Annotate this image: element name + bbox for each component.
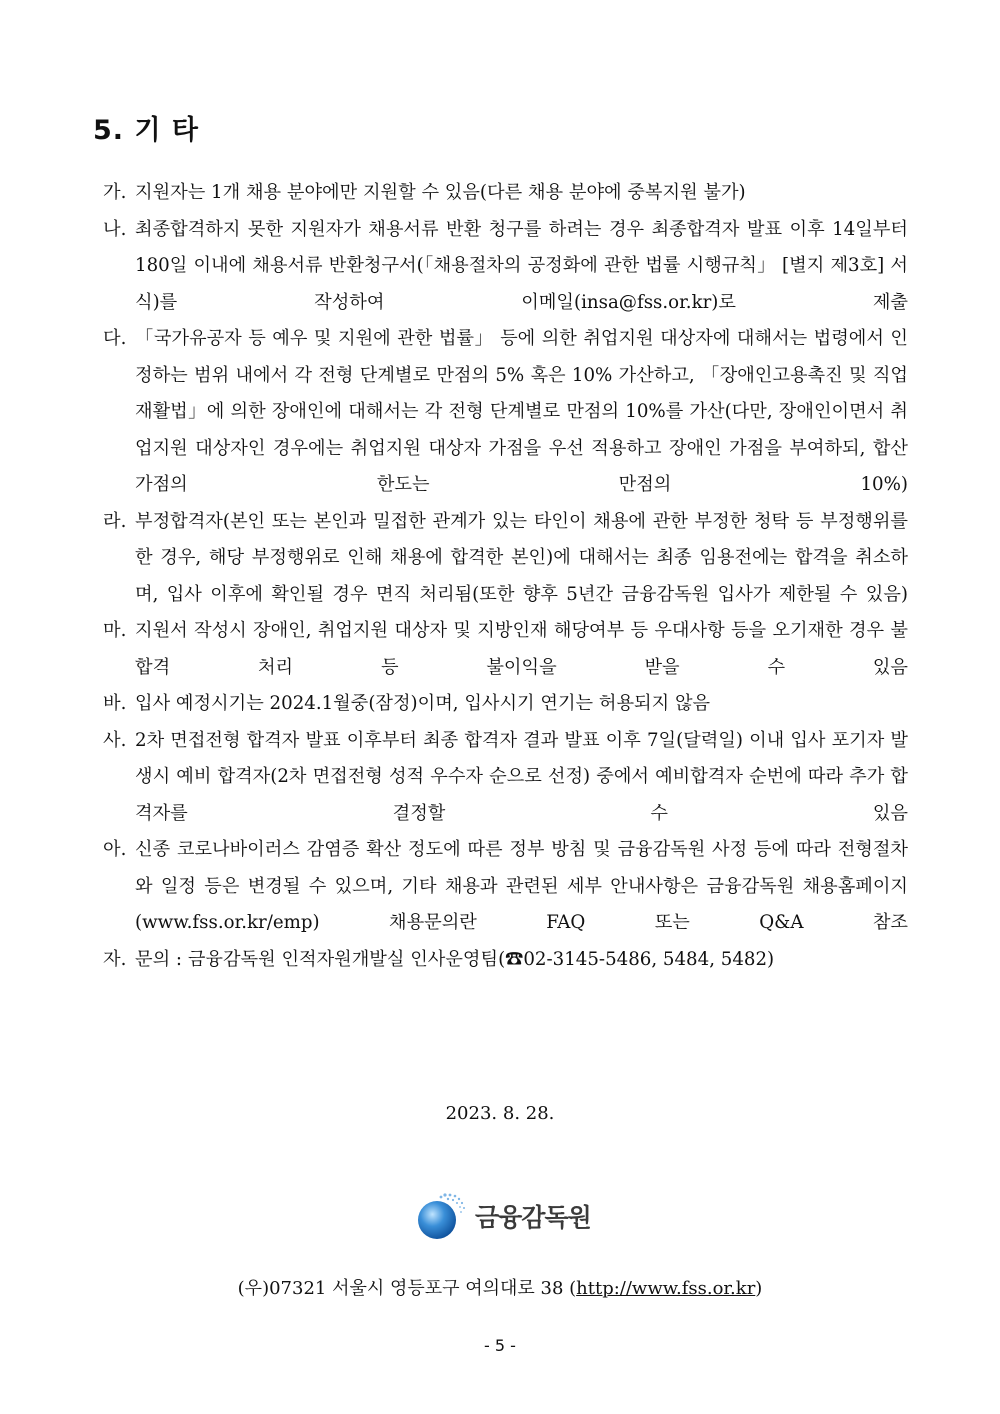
list-item [103,832,908,942]
item-marker: 가. [103,182,127,203]
list-item [103,212,908,322]
notice-list [103,175,908,978]
item-marker: 라. [103,510,127,532]
address-close: ) [755,1278,763,1299]
page-number: - 5 - [484,1336,516,1355]
item-text: 「국가유공자 등 예우 및 지원에 관한 법률」 등에 의한 취업지원 대상자에 대해서는 법령에서 인정하는 범위 내에서 각 전형 단계별로 만점의 5% 혹은 10% 가산하고, 「장애인고용촉진 및 직업재활법」에 의한 장애인에 대해서는 각 전형 단계별로 만점의 10%를 가산(다만, 장애인이면서 취업지원 대상자인 경우에는 취업지원 대상자 가점을 우선 적용하고 장애인 가점을 부여하되, 합산 가점의 한도는 만점의 10%) [135,328,908,495]
item-marker: 다. [103,328,127,349]
item-text: 입사 예정시기는 2024.1월중(잠정)이며, 입사시기 연기는 허용되지 않음 [135,693,711,714]
list-item [103,504,908,614]
list-item [103,613,908,686]
fss-emblem-icon [415,1190,467,1242]
website-link[interactable]: http://www.fss.or.kr [576,1278,756,1299]
logo-text: 금융감독원 [475,1203,591,1232]
list-item [103,321,908,504]
item-marker: 사. [103,729,127,751]
item-text: 지원서 작성시 장애인, 취업지원 대상자 및 지방인재 해당여부 등 우대사항 등을 오기재한 경우 불합격 처리 등 불이익을 받을 수 있음 [135,620,908,678]
item-text: 지원자는 1개 채용 분야에만 지원할 수 있음(다른 채용 분야에 중복지원 불가) [135,182,746,203]
item-text: 부정합격자(본인 또는 본인과 밀접한 관계가 있는 타인이 채용에 관한 부정한 청탁 등 부정행위를 한 경우, 해당 부정행위로 인해 채용에 합격한 본인)에 대해서는 최종 임용전에는 합격을 취소하며, 입사 이후에 확인될 경우 면직 처리됨(또한 향후 5년간 금융감독원 입사가 제한될 수 있음) [135,510,908,605]
item-marker: 자. [103,948,127,970]
list-item [103,175,908,212]
item-text: 신종 코로나바이러스 감염증 확산 정도에 따른 정부 방침 및 금융감독원 사정 등에 따라 전형절차와 일정 등은 변경될 수 있으며, 기타 채용과 관련된 세부 안내사항은 금융감독원 채용홈페이지(www.fss.or.kr/emp) 채용문의란 FAQ 또는 Q&A 참조 [135,839,908,933]
section-heading: 5. 기 타 [93,115,200,146]
item-text: 최종합격하지 못한 지원자가 채용서류 반환 청구를 하려는 경우 최종합격자 발표 이후 14일부터 180일 이내에 채용서류 반환청구서(「채용절차의 공정화에 관한 법률 시행규칙」 [별지 제3호] 서식)를 작성하여 이메일(insa@fss.or.kr)로 제출 [135,218,908,313]
item-marker: 아. [103,839,127,860]
item-text: 2차 면접전형 합격자 발표 이후부터 최종 합격자 결과 발표 이후 7일(달력일) 이내 입사 포기자 발생시 예비 합격자(2차 면접전형 성적 우수자 순으로 선정) 중에서 예비합격자 순번에 따라 추가 합격자를 결정할 수 있음 [135,729,908,824]
list-item [103,942,908,979]
list-item [103,723,908,833]
item-marker: 바. [103,693,127,714]
item-text: 문의 : 금융감독원 인적자원개발실 인사운영팀(☎02-3145-5486, 5484, 5482) [135,948,775,970]
list-item [103,686,908,723]
fss-logo [415,1190,591,1242]
item-marker: 마. [103,620,127,641]
document-date: 2023. 8. 28. [445,1103,555,1124]
address-text: (우)07321 서울시 영등포구 여의대로 38 ( [237,1278,577,1299]
item-marker: 나. [103,218,127,240]
address-line [0,1274,1000,1300]
